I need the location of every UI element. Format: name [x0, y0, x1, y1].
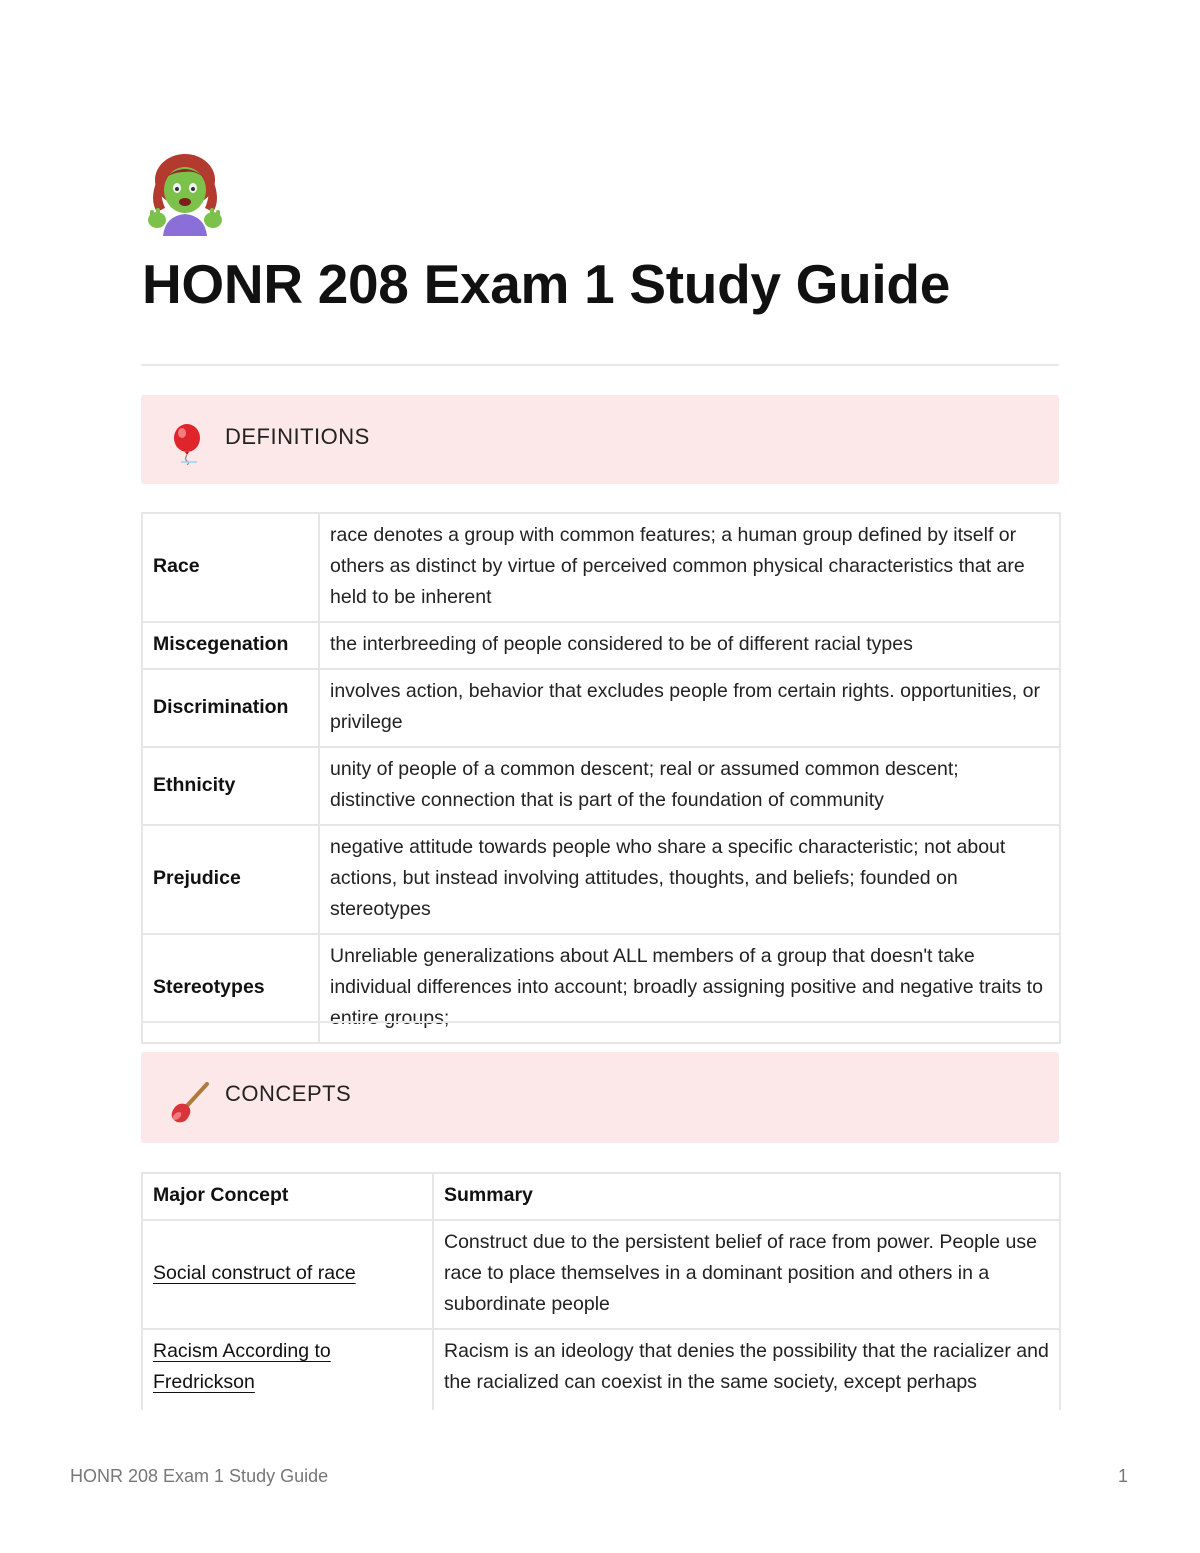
definition-term: Miscegenation	[142, 622, 319, 669]
table-row	[142, 513, 1060, 622]
definitions-heading: DEFINITIONS	[225, 424, 370, 449]
concepts-table	[141, 1172, 1061, 1440]
definition-text: involves action, behavior that excludes people from certain rights. opportunities, or privilege	[319, 669, 1060, 747]
divider	[141, 1021, 1059, 1023]
page-number: 1	[1117, 1466, 1128, 1486]
table-row	[142, 669, 1060, 747]
page-title: HONR 208 Exam 1 Study Guide	[142, 253, 950, 315]
page-break-mask	[138, 1410, 1063, 1440]
column-header: Summary	[433, 1173, 1060, 1220]
table-row	[142, 825, 1060, 934]
definition-text: negative attitude towards people who share a specific characteristic; not about actions, but instead involving attitudes, thoughts, and beliefs; founded on stereotypes	[319, 825, 1060, 934]
plunger-icon	[167, 1082, 211, 1131]
definitions-callout	[141, 395, 1059, 484]
concept-summary: Racism is an ideology that denies the possibility that the racializer and the racialized can coexist in the same society, except perhaps	[433, 1329, 1060, 1439]
definitions-table	[141, 512, 1061, 1044]
divider	[141, 364, 1059, 366]
definition-term: Race	[142, 513, 319, 622]
table-row	[142, 934, 1060, 1043]
zombie-woman-icon	[143, 150, 227, 236]
definition-text: the interbreeding of people considered to be of different racial types	[319, 622, 1060, 669]
concepts-heading: CONCEPTS	[225, 1081, 352, 1106]
concepts-callout	[141, 1052, 1059, 1143]
footer-title: HONR 208 Exam 1 Study Guide	[70, 1466, 329, 1486]
balloon-icon	[167, 423, 207, 470]
table-row	[142, 1220, 1060, 1329]
table-header-row	[142, 1173, 1060, 1220]
column-header: Major Concept	[142, 1173, 433, 1220]
definition-text: unity of people of a common descent; real or assumed common descent; distinctive connection that is part of the foundation of community	[319, 747, 1060, 825]
definition-term: Prejudice	[142, 825, 319, 934]
definition-term: Discrimination	[142, 669, 319, 747]
concept-link[interactable]: Racism According to Fredrickson	[153, 1340, 331, 1393]
definition-text: Unreliable generalizations about ALL members of a group that doesn't take individual differences into account; broadly assigning positive and negative traits to entire groups;	[319, 934, 1060, 1043]
definition-term: Ethnicity	[142, 747, 319, 825]
table-row	[142, 622, 1060, 669]
concept-summary: Construct due to the persistent belief of race from power. People use race to place themselves in a dominant position and others in a subordinate people	[433, 1220, 1060, 1329]
concept-link[interactable]: Social construct of race	[153, 1262, 356, 1284]
table-row	[142, 747, 1060, 825]
definition-term: Stereotypes	[142, 934, 319, 1043]
definition-text: race denotes a group with common features; a human group defined by itself or others as distinct by virtue of perceived common physical characteristics that are held to be inherent	[319, 513, 1060, 622]
